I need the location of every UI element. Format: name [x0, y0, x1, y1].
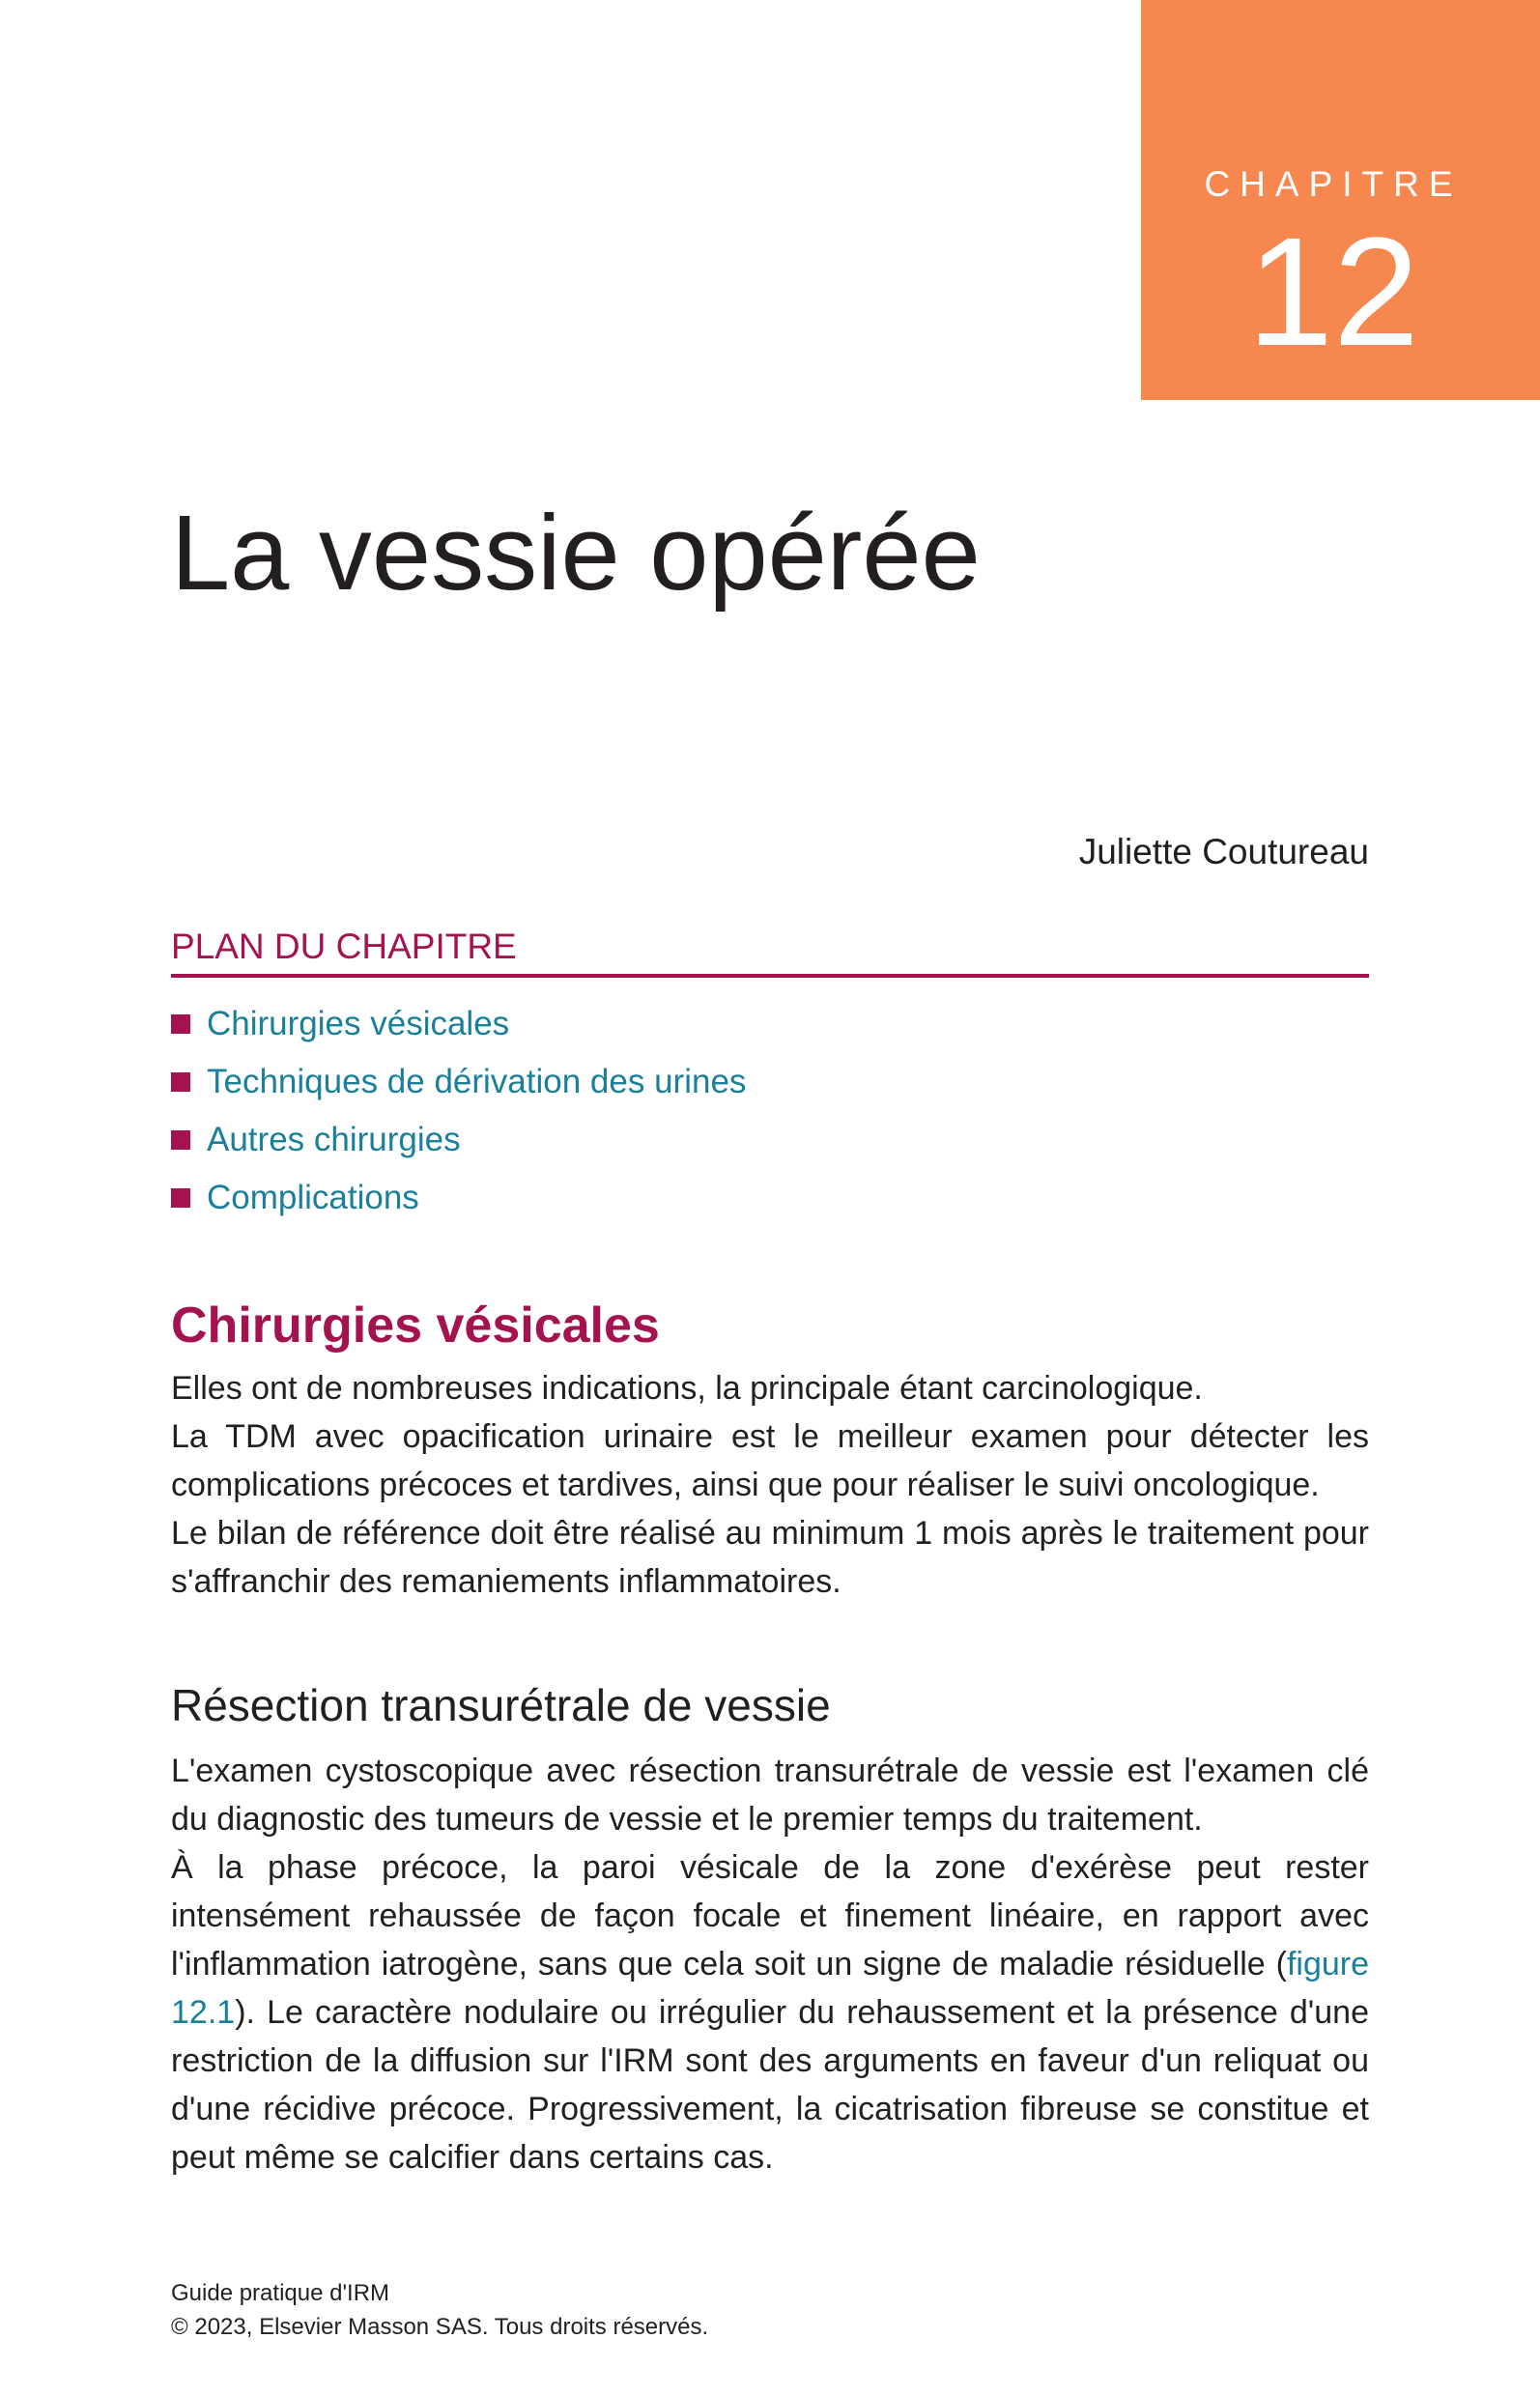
- plan-heading: PLAN DU CHAPITRE: [171, 926, 1369, 978]
- paragraph: La TDM avec opacification urinaire est le meilleur examen pour détecter les complications précoces et tardives, ainsi que pour réaliser le suivi oncologique.: [171, 1418, 1369, 1503]
- chapter-number: 12: [1247, 205, 1419, 378]
- footer-copyright: © 2023, Elsevier Masson SAS. Tous droits réservés.: [171, 2314, 709, 2340]
- chapter-label: CHAPITRE: [1204, 164, 1463, 204]
- plan-item-label: Techniques de dérivation des urines: [207, 1063, 747, 1100]
- plan-item-label: Complications: [207, 1179, 419, 1216]
- plan-item-label: Chirurgies vésicales: [207, 1005, 510, 1042]
- text-run: ). Le caractère nodulaire ou irrégulier du rehaussement et la présence d'une restriction de la diffusion sur l'IRM sont des arguments en faveur d'un reliquat ou d'une récidive précoce. Progressivement, la cicatrisation fibreuse se constitue et peut même se calcifier dans certains cas.: [171, 1994, 1369, 2176]
- chapter-badge: [1141, 0, 1540, 400]
- author: Juliette Coutureau: [1078, 832, 1369, 871]
- footer: [171, 2276, 708, 2344]
- paragraph: L'examen cystoscopique avec résection transurétrale de vessie est l'examen clé du diagnostic des tumeurs de vessie et le premier temps du traitement.: [171, 1753, 1369, 1838]
- plan-item-autres-chirurgies[interactable]: [171, 1111, 746, 1169]
- square-bullet-icon: [171, 1072, 190, 1092]
- plan-item-label: Autres chirurgies: [207, 1121, 461, 1158]
- figure-link[interactable]: figure 12.1: [171, 1946, 1369, 2031]
- paragraph: Le bilan de référence doit être réalisé au minimum 1 mois après le traitement pour s'affranchir des remaniements inflammatoires.: [171, 1515, 1369, 1600]
- section-body: [171, 1364, 1369, 1606]
- text-run: À la phase précoce, la paroi vésicale de la zone d'exérèse peut rester intensément rehaussée de façon focale et finement linéaire, en rapport avec l'inflammation iatrogène, sans que cela soit un signe de maladie résiduelle (: [171, 1849, 1369, 1982]
- square-bullet-icon: [171, 1130, 190, 1150]
- chapter-plan-list: [171, 995, 746, 1227]
- footer-book-title: Guide pratique d'IRM: [171, 2280, 390, 2306]
- plan-item-techniques-derivation[interactable]: [171, 1053, 746, 1111]
- paragraph: [171, 1843, 1369, 2182]
- square-bullet-icon: [171, 1014, 190, 1034]
- paragraph: Elles ont de nombreuses indications, la principale étant carcinologique.: [171, 1370, 1203, 1407]
- subsection-heading: Résection transurétrale de vessie: [171, 1680, 831, 1730]
- section-heading: Chirurgies vésicales: [171, 1298, 660, 1354]
- plan-item-chirurgies-vesicales[interactable]: [171, 995, 746, 1053]
- page-title: La vessie opérée: [171, 494, 981, 613]
- square-bullet-icon: [171, 1188, 190, 1208]
- subsection-body: [171, 1747, 1369, 2182]
- plan-item-complications[interactable]: [171, 1169, 746, 1227]
